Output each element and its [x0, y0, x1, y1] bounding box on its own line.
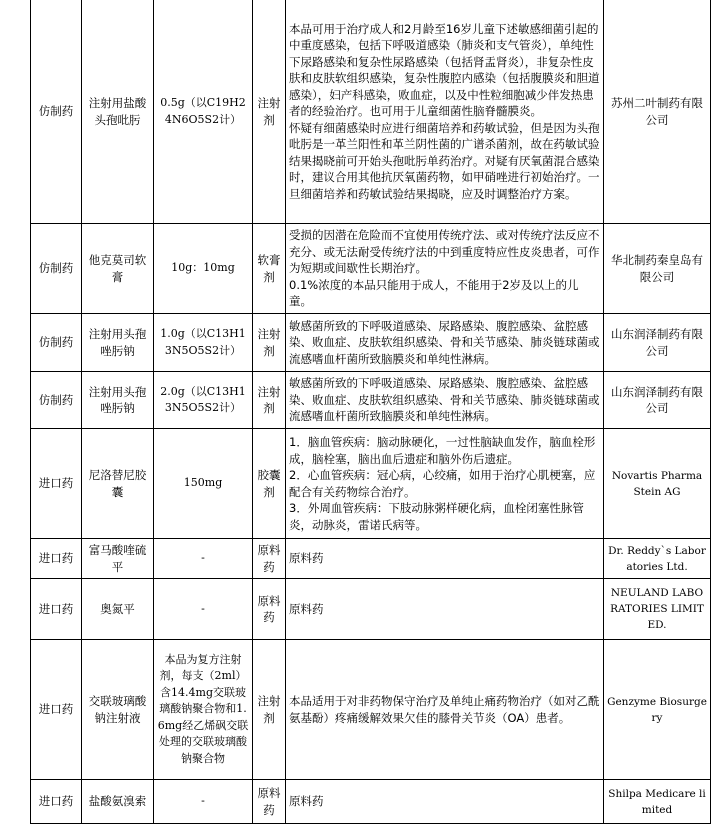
- drug-name-cell: 注射用头孢唑肟钠: [82, 372, 154, 429]
- drug-type-cell: 仿制药: [31, 0, 82, 224]
- drug-approval-table: [30, 0, 711, 824]
- drug-type-cell: 进口药: [31, 429, 82, 539]
- drug-name-cell: 奥氮平: [82, 579, 154, 640]
- indication-paragraph: 0.1%浓度的本品只能用于成人，不能用于2岁及以上的儿童。: [289, 277, 579, 309]
- drug-spec-cell: 本品为复方注射剂，每支（2ml）含14.4mg交联玻璃酸钠聚合物和1.6mg经乙烯砜交联处理的交联玻璃酸钠聚合物: [154, 640, 253, 780]
- drug-type-cell: 进口药: [31, 780, 82, 824]
- drug-spec-cell: -: [154, 579, 253, 640]
- company-cell: Shilpa Medicare limited: [604, 780, 711, 824]
- indication-paragraph: 本品可用于治疗成人和2月龄至16岁儿童下述敏感细菌引起的中重度感染，包括下呼吸道感染（肺炎和支气管炎），单纯性下尿路感染和复杂性尿路感染（包括肾盂肾炎），非复杂性皮肤和皮肤软组织感染，复杂性腹腔内感染（包括腹膜炎和胆道感染），妇产科感染，败血症，以及中性粒细胞减少伴发热患者的经验治疗。也可用于儿童细菌性脑脊髓膜炎。: [289, 21, 600, 119]
- indication-paragraph: 受损的因潜在危险而不宜使用传统疗法、或对传统疗法反应不充分、或无法耐受传统疗法的中到重度特应性皮炎患者，可作为短期或间歇性长期治疗。: [289, 228, 600, 276]
- drug-type-cell: 进口药: [31, 579, 82, 640]
- indication-cell: [286, 429, 604, 539]
- indication-paragraph: 2．心血管疾病：冠心病，心绞痛，如用于治疗心肌梗塞，应配合有关药物综合治疗。: [289, 468, 596, 499]
- table-row: [31, 429, 711, 539]
- table-row: [31, 372, 711, 429]
- dosage-form-cell: 原料药: [253, 539, 286, 579]
- indication-cell: [286, 640, 604, 780]
- company-cell: Novartis Pharma Stein AG: [604, 429, 711, 539]
- drug-name-cell: 他克莫司软膏: [82, 224, 154, 314]
- indication-paragraph: 敏感菌所致的下呼吸道感染、尿路感染、腹腔感染、盆腔感染、败血症、皮肤软组织感染、骨和关节感染、肺炎链球菌或流感嗜血杆菌所致脑膜炎和单纯性淋病。: [289, 376, 600, 424]
- dosage-form-cell: 注射剂: [253, 0, 286, 224]
- table-row: [31, 0, 711, 224]
- indication-paragraph: 3．外周血管疾病：下肢动脉粥样硬化病，血栓闭塞性脉管炎，动脉炎，雷诺氏病等。: [289, 501, 584, 532]
- table-row: [31, 640, 711, 780]
- indication-cell: [286, 579, 604, 640]
- dosage-form-cell: 注射剂: [253, 314, 286, 372]
- drug-name-cell: 盐酸氨溴索: [82, 780, 154, 824]
- drug-spec-cell: 10g：10mg: [154, 224, 253, 314]
- indication-cell: [286, 539, 604, 579]
- company-cell: 山东润泽制药有限公司: [604, 372, 711, 429]
- drug-name-cell: 尼洛替尼胶囊: [82, 429, 154, 539]
- indication-paragraph: 怀疑有细菌感染时应进行细菌培养和药敏试验，但是因为头孢吡肟是一革兰阳性和革兰阴性菌的广谱杀菌剂，故在药敏试验结果揭晓前可开始头孢吡肟单药治疗。对疑有厌氧菌混合感染时，建议合用其他抗厌氧菌药物，如甲硝唑进行初始治疗。一旦细菌培养和药敏试验结果揭晓，应及时调整治疗方案。: [289, 120, 600, 201]
- drug-type-cell: 仿制药: [31, 372, 82, 429]
- company-cell: 苏州二叶制药有限公司: [604, 0, 711, 224]
- indication-cell: [286, 314, 604, 372]
- table-row: [31, 579, 711, 640]
- dosage-form-cell: 原料药: [253, 579, 286, 640]
- drug-spec-cell: -: [154, 780, 253, 824]
- drug-name-cell: 交联玻璃酸钠注射液: [82, 640, 154, 780]
- table-row: [31, 314, 711, 372]
- drug-type-cell: 仿制药: [31, 314, 82, 372]
- indication-paragraph: 原料药: [289, 551, 324, 566]
- company-cell: 华北制药秦皇岛有限公司: [604, 224, 711, 314]
- indication-cell: [286, 372, 604, 429]
- company-cell: 山东润泽制药有限公司: [604, 314, 711, 372]
- dosage-form-cell: 注射剂: [253, 640, 286, 780]
- drug-spec-cell: -: [154, 539, 253, 579]
- drug-name-cell: 注射用盐酸头孢吡肟: [82, 0, 154, 224]
- drug-type-cell: 进口药: [31, 539, 82, 579]
- drug-spec-cell: 150mg: [154, 429, 253, 539]
- drug-spec-cell: 1.0g（以C13H13N5O5S2计）: [154, 314, 253, 372]
- company-cell: Genzyme Biosurgery: [604, 640, 711, 780]
- drug-spec-cell: 2.0g（以C13H13N5O5S2计）: [154, 372, 253, 429]
- dosage-form-cell: 原料药: [253, 780, 286, 824]
- indication-cell: [286, 224, 604, 314]
- indication-paragraph: 原料药: [289, 794, 324, 809]
- drug-approval-table-page: [30, 0, 710, 824]
- indication-paragraph: 本品适用于对非药物保守治疗及单纯止痛药物治疗（如对乙酰氨基酚）疼痛缓解效果欠佳的膝骨关节炎（OA）患者。: [289, 694, 600, 725]
- company-cell: Dr. Reddy`s Laboratories Ltd.: [604, 539, 711, 579]
- indication-cell: [286, 0, 604, 224]
- drug-name-cell: 富马酸喹硫平: [82, 539, 154, 579]
- dosage-form-cell: 注射剂: [253, 372, 286, 429]
- indication-cell: [286, 780, 604, 824]
- indication-paragraph: 敏感菌所致的下呼吸道感染、尿路感染、腹腔感染、盆腔感染、败血症、皮肤软组织感染、骨和关节感染、肺炎链球菌或流感嗜血杆菌所致脑膜炎和单纯性淋病。: [289, 318, 600, 366]
- indication-paragraph: 1．脑血管疾病：脑动脉硬化，一过性脑缺血发作，脑血栓形成，脑栓塞，脑出血后遗症和脑外伤后遗症。: [289, 435, 596, 466]
- dosage-form-cell: 胶囊剂: [253, 429, 286, 539]
- dosage-form-cell: 软膏剂: [253, 224, 286, 314]
- table-row: [31, 539, 711, 579]
- company-cell: NEULAND LABORATORIES LIMITED.: [604, 579, 711, 640]
- indication-paragraph: 原料药: [289, 601, 324, 616]
- drug-name-cell: 注射用头孢唑肟钠: [82, 314, 154, 372]
- table-row: [31, 780, 711, 824]
- drug-type-cell: 仿制药: [31, 224, 82, 314]
- drug-type-cell: 进口药: [31, 640, 82, 780]
- drug-spec-cell: 0.5g（以C19H24N6O5S2计）: [154, 0, 253, 224]
- table-row: [31, 224, 711, 314]
